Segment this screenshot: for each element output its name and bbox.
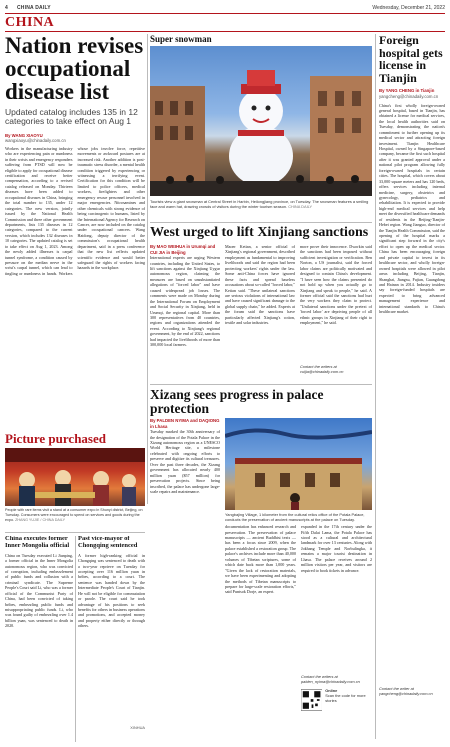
expo-credit: ZHANG YUJIE / CHINA DAILY bbox=[15, 517, 66, 522]
brief-inner-mongolia bbox=[5, 536, 73, 742]
xizang-byline: By PALDEN NYIMA and DAQIONG in Lhasa bbox=[150, 418, 220, 429]
snowman-illustration bbox=[150, 46, 372, 196]
qr-block bbox=[301, 688, 372, 712]
page-number: 4 bbox=[5, 5, 8, 11]
xinjiang-headline: West urged to lift Xinjiang sanctions bbox=[150, 226, 369, 240]
qr-code-icon[interactable] bbox=[301, 688, 322, 712]
xinjiang-col1: International experts are urging Western countries, including the United States, to lift sanctions against the Xinjiang Uygur autonomous region, claiming the measures are based on unsubstantiated allegations of "forced labor" and have caused widespread job losses. The comments were made on Monday during the International Forum on Employment and Social Security in Xinjiang, held in Urumqi, the regional capital. More than 300 representatives from 40 countries, regions and organizations attended the event. According to Xinjiang's regional government, by the end of 2022, sanctions had impacted the livelihoods of more than 300,000 local farmers. bbox=[150, 255, 220, 348]
xinjiang-byline: By MAO WEIHUA in Urumqi and CUI JIA in Beijing bbox=[150, 244, 216, 255]
picture-headline: Picture purchased bbox=[5, 432, 106, 446]
header-rule bbox=[5, 13, 445, 14]
xizang-col3: documentation has enhanced research and preservation. The preservation of palace manuscripts — ancient Buddhist texts — has been a focus since 2009, when the palace established a restoration group. The palace's archives include more than 40,000 volumes of Tibetan scriptures, some of which date back more than 1,000 years. "Given the lack of restoration materials, we have been experimenting and adopting the methods of Tibetan manuscripts to prepare for large-scale restoration efforts," said Puntsok Dorje, an expert. bbox=[225, 524, 296, 595]
tianjin-story bbox=[379, 34, 445, 742]
brief2-body: A former high-ranking official in Chongqing was sentenced to death with a two-year reprieve on Tuesday for accepting over 116 million yuan in bribes, according to a court. The sentence was handed down by the Intermediate People's Court of Tianjin. He will not be eligible for commutation or parole. The court said he took advantage of his positions to seek benefits for others in business operations and promotions, and accepted money and property either directly or through others. bbox=[78, 552, 145, 629]
page-header bbox=[5, 3, 445, 13]
qr-caption: Online Scan the code for more stories bbox=[325, 688, 366, 704]
section-label: CHINA bbox=[5, 15, 55, 30]
section-rule bbox=[5, 31, 445, 32]
column-divider bbox=[75, 536, 76, 742]
feature-label: Super snowman bbox=[150, 34, 212, 44]
xinjiang-contact: Contact the writers at cuijia@chinadaily.com.cn bbox=[300, 364, 344, 375]
story-divider bbox=[5, 532, 145, 533]
feature-block bbox=[150, 34, 372, 219]
tianjin-byline: By YANG CHENG in Tianjin yangcheng@chinadaily.com.cn bbox=[379, 88, 445, 99]
lead-body: Workers in the manufacturing industry who are experiencing pain or numbness in their wrists and emergency responders suffering from PTSD will now be eligible to apply for occupational disease certification and receive better compensation, according to a revised catalog released on Monday. Thirteen diseases have been added to occupational diseases in China, bringing the total number to 135, under 12 categories. The new version, jointly issued by the National Health Commission and three other government departments, lists 135 diseases in 12 categories, compared to the current version, which includes 132 diseases in 10 categories. The updated catalog is set to take effect on Aug 1, 2023. Among the newly added illnesses is carpal tunnel syndrome, a condition caused by pressure on the median nerve in the wrist's carpal tunnel, which can lead to tingling or numbness in hands. Workers whose jobs involve force, repetitive movements or awkward postures are at increased risk. Another addition is post-traumatic stress disorder, a mental health condition triggered by experiencing or witnessing a terrifying event. Certification for this condition will be limited to police officers, medical workers, firefighters and other emergency rescue personnel involved in major emergencies. Nitrosamines and other chemicals with strong evidence of being carcinogenic to humans, listed by the International Agency for Research on Cancer, are now included on the catalog under occupational cancers. Wang Haidong, deputy director of the commission's occupational health department, said in a press conference that the new list reflects updated scientific evidence and would better safeguard the rights of workers facing hazards in the workplace. bbox=[5, 145, 145, 276]
expo-photo bbox=[5, 448, 145, 506]
xizang-col4: expanded in the 17th century under the Fifth Dalai Lama, the Potala Palace has stood as a cultural and architectural landmark for over 13 centuries. Along with Jokhang Temple and Norbulingka, it remains a major tourist destination in Lhasa. The palace receives around 2 million visitors per year, and visitors are required to book tickets in advance. bbox=[301, 524, 372, 573]
brief-chongqing bbox=[78, 536, 145, 742]
expo-illustration bbox=[5, 448, 145, 506]
brand-name: CHINA DAILY bbox=[17, 5, 51, 11]
column-divider bbox=[375, 34, 376, 739]
xizang-col1: Tuesday marked the 30th anniversary of the designation of the Potala Palace in the Xizang autonomous region as a UNESCO World Heritage site, a milestone celebrated with ongoing efforts to preserve and digitize its cultural treasures. Over the past three decades, the Xizang government has allocated nearly 400 million yuan ($57 million) for preservation projects. Since being inscribed, the palace has undergone large-scale repairs and maintenance. bbox=[150, 429, 220, 494]
brief2-credit: XINHUA bbox=[130, 724, 145, 730]
story-divider bbox=[150, 384, 372, 385]
xizang-story bbox=[150, 388, 372, 744]
xizang-contact: Contact the writers at palden_nyima@chinadaily.com.cn bbox=[301, 674, 360, 685]
palace-caption: Yangbajing Village, 1 kilometer from the cultural relics office of the Potala Palace, conducts the preservation of ancient manuscripts at the palace on Tuesday. bbox=[225, 512, 365, 523]
brief2-headline: Past vice-mayor of Chongqing sentenced bbox=[78, 536, 138, 549]
lead-byline: By WANG XIAOYU wangxiaoyu@chinadaily.com.cn bbox=[5, 133, 145, 144]
lead-story bbox=[5, 34, 145, 429]
story-divider bbox=[150, 222, 372, 223]
tianjin-body: China's first wholly foreign-owned general hospital, based in Tianjin, has obtained a license for medical services, the local health authorities said on Tuesday, demonstrating the nation's commitment to further opening up its medical sector and attracting foreign investment. Tianjin Healthcare Hospital, owned by a Singapore-based company, became the first such hospital after it was granted approval under a national pilot program allowing fully foreign-owned hospitals in certain cities. The hospital, which covers about 33,000 square meters and has 120 beds, offers services including internal medicine, surgery, obstetrics and gynecology, pediatrics and rehabilitation. It is expected to provide high-end medical services and help meet the diversified healthcare demands of residents in the Beijing-Tianjin-Hebei region. Wang Jianguo, director of the Tianjin Health Commission, said the opening of the hospital marks a significant step forward in the city's effort to open up the medical sector. China has been encouraging foreign and private capital to invest in its healthcare sector, and wholly foreign-owned hospitals were allowed in pilot areas including Beijing, Tianjin, Shanghai, Jiangsu, Fujian, Guangdong and Hainan in 2014. Industry insiders say foreign-funded hospitals are expected to bring advanced management experience and international standards to China's healthcare market. bbox=[379, 102, 445, 315]
feature-caption: Tourists view a giant snowman at Central Street in Harbin, Heilongjiang province, on Tuesday. The snowman features a smiling face and warm hat, drawing crowds of visitors during the winter tourism season. CHINA DAILY bbox=[150, 199, 369, 210]
palace-illustration bbox=[225, 418, 372, 510]
column-divider bbox=[147, 34, 148, 504]
tianjin-email: yangcheng@chinadaily.com.cn bbox=[379, 93, 439, 99]
xizang-headline: Xizang sees progress in palace protection bbox=[150, 388, 324, 416]
tianjin-contact: Contact the writer at yangcheng@chinadaily.com.cn bbox=[379, 685, 433, 696]
palace-photo bbox=[225, 418, 372, 510]
lead-email: wangxiaoyu@chinadaily.com.cn bbox=[5, 138, 66, 144]
expo-caption: People with rare items visit a stand at a consumer expo in Shunyi district, Beijing, on Tuesday. Consumers were encouraged to spend on services and goods during the expo. ZHANG YUJIE / CHINA DAILY bbox=[5, 508, 143, 522]
snowman-photo bbox=[150, 46, 372, 196]
issue-date: Wednesday, December 21, 2022 bbox=[372, 5, 445, 11]
brief1-body: China on Tuesday executed Li Jianping, a former official in the Inner Mongolia autonomous region, who was convicted of corruption, including embezzlement of public funds and collusion with a criminal syndicate. The Supreme People's Court said Li, who was a former official of the Communist Party of China, had been convicted of taking bribes, embezzling public funds and misappropriating public funds. Li, who was found guilty of embezzling over 1.4 billion yuan, was sentenced to death in 2020. bbox=[5, 552, 73, 629]
lead-headline: Nation revises occupational disease list bbox=[5, 34, 144, 104]
xinjiang-col3: more prove their innocence. Dworkin said the sanctions had been imposed without sufficient investigation or verification. Ben Norton, a US journalist, said the forced labor claims are politically motivated and designed to contain China's development. "I have seen how the claims presented do not hold up when you actually go to Xinjiang and speak to people," he said. A former official said the sanctions had hurt the very workers they claim to protect. "Unilateral sanctions under the pretext of 'forced labor' are depriving people of all ethnic groups in Xinjiang of their right to employment," he said. bbox=[300, 244, 372, 326]
brief1-headline: China executes former Inner Mongolia official bbox=[5, 536, 70, 549]
xinjiang-col2: Maoer Ketian, a senior official of Xinjiang's regional government, described employment as fundamental to improving livelihoods and said the region had been protecting workers' rights under the law. Some anti-China forces have ignored these facts and spread baseless accusations about so-called "forced labor," Ketian said. "These unilateral sanctions are serious violations of international law and have caused significant damage to the global supply chain," he added. Experts at the forum said the sanctions have particularly affected Xinjiang's cotton, textile and solar industries. bbox=[225, 244, 295, 326]
feature-credit: CHINA DAILY bbox=[288, 204, 313, 210]
tianjin-headline: Foreign hospital gets license in Tianjin bbox=[379, 34, 443, 85]
xinjiang-story bbox=[150, 226, 372, 382]
lead-deck: Updated catalog includes 135 in 12 categories to take effect on Aug 1 bbox=[5, 107, 138, 127]
